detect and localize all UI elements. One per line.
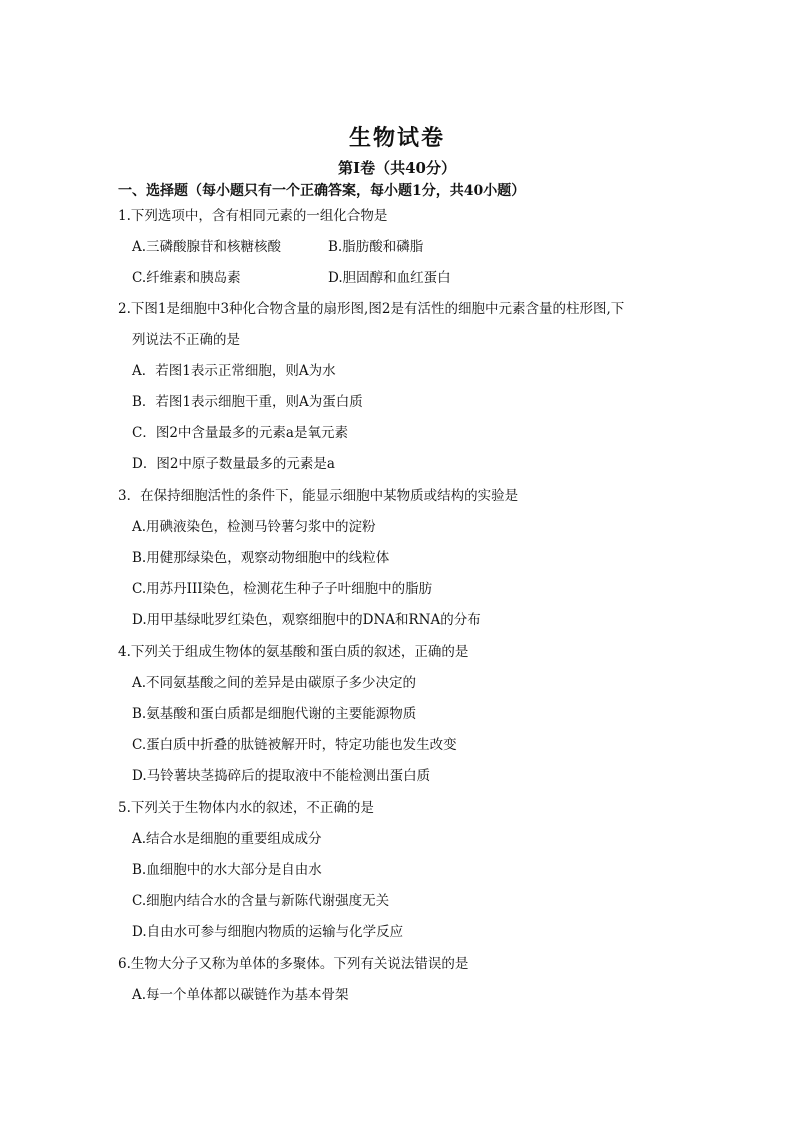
exam-title: 生物试卷 — [348, 125, 445, 151]
question-2-stem-line-1: 2.下图1是细胞中3种化合物含量的扇形图,图2是有活性的细胞中元素含量的柱形图,下 — [118, 301, 625, 317]
question-3-option-a: A.用碘液染色，检测马铃薯匀浆中的淀粉 — [132, 519, 376, 535]
question-2-option-b: B．若图1表示细胞干重，则A为蛋白质 — [132, 394, 363, 410]
question-2-stem-line-2: 列说法不正确的是 — [132, 332, 240, 348]
question-1-option-c: C.纤维素和胰岛素 — [132, 270, 241, 286]
volume-subtitle: 第Ⅰ卷（共40分） — [338, 159, 456, 177]
question-2-option-a: A．若图1表示正常细胞，则A为水 — [132, 363, 336, 379]
question-3-option-b: B.用健那绿染色，观察动物细胞中的线粒体 — [132, 550, 390, 566]
question-5-option-a: A.结合水是细胞的重要组成成分 — [132, 831, 322, 847]
question-4-option-d: D.马铃薯块茎捣碎后的提取液中不能检测出蛋白质 — [132, 768, 431, 784]
section-heading: 一、选择题（每小题只有一个正确答案，每小题1分，共40小题） — [118, 183, 526, 199]
question-1-option-d: D.胆固醇和血红蛋白 — [328, 270, 451, 286]
question-3-option-d: D.用甲基绿吡罗红染色，观察细胞中的DNA和RNA的分布 — [132, 612, 481, 628]
question-5-option-b: B.血细胞中的水大部分是自由水 — [132, 862, 322, 878]
question-4-option-c: C.蛋白质中折叠的肽链被解开时，特定功能也发生改变 — [132, 737, 457, 753]
question-1-option-a: A.三磷酸腺苷和核糖核酸 — [132, 239, 282, 255]
question-2-option-d: D．图2中原子数量最多的元素是a — [132, 456, 335, 472]
question-6-stem: 6.生物大分子又称为单体的多聚体。下列有关说法错误的是 — [118, 956, 469, 972]
question-1-option-b: B.脂肪酸和磷脂 — [328, 239, 424, 255]
question-5-option-d: D.自由水可参与细胞内物质的运输与化学反应 — [132, 924, 404, 940]
question-3-option-c: C.用苏丹III染色，检测花生种子子叶细胞中的脂肪 — [132, 581, 433, 597]
question-1-stem: 1.下列选项中，含有相同元素的一组化合物是 — [118, 208, 388, 224]
question-4-stem: 4.下列关于组成生物体的氨基酸和蛋白质的叙述，正确的是 — [118, 644, 469, 660]
question-2-option-c: C．图2中含量最多的元素a是氧元素 — [132, 425, 348, 441]
question-3-stem: 3．在保持细胞活性的条件下，能显示细胞中某物质或结构的实验是 — [118, 488, 519, 504]
question-5-option-c: C.细胞内结合水的含量与新陈代谢强度无关 — [132, 893, 390, 909]
question-5-stem: 5.下列关于生物体内水的叙述，不正确的是 — [118, 800, 374, 816]
question-4-option-a: A.不同氨基酸之间的差异是由碳原子多少决定的 — [132, 675, 417, 691]
question-6-option-a: A.每一个单体都以碳链作为基本骨架 — [132, 987, 349, 1003]
question-4-option-b: B.氨基酸和蛋白质都是细胞代谢的主要能源物质 — [132, 706, 417, 722]
